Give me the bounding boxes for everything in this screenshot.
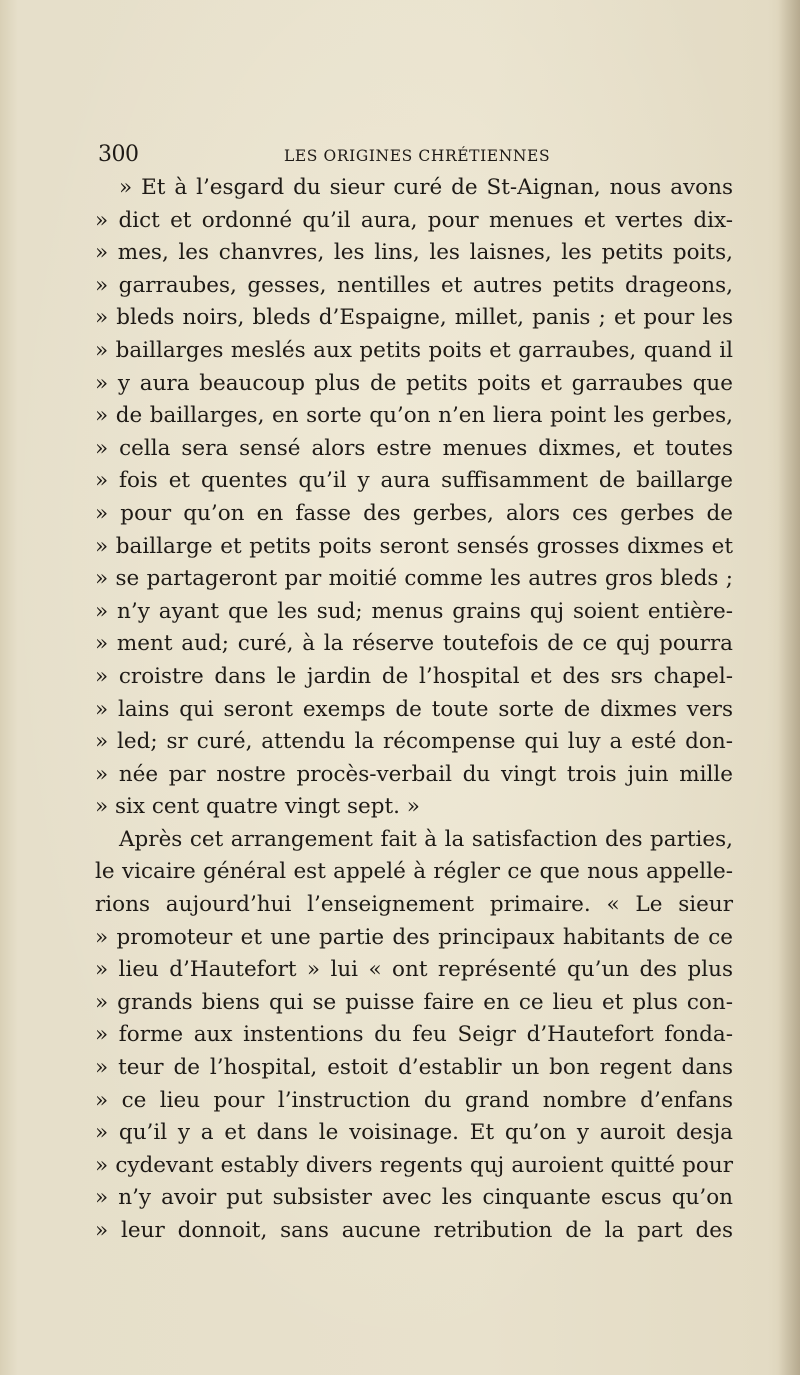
text-line: » n’y avoir put subsister avec les cinquante escus qu’on [95, 1185, 733, 1211]
text-line: » née par nostre procès-verbail du vingt trois juin mille [95, 761, 733, 787]
text-line: le vicaire général est appelé à régler ce que nous appelle- [95, 859, 733, 885]
running-title: LES ORIGINES CHRÉTIENNES [284, 147, 551, 165]
page-edge-shadow [778, 0, 800, 1375]
text-line: rions aujourd’hui l’enseignement primaire. « Le sieur [95, 892, 733, 918]
page-number: 300 [98, 142, 139, 167]
text-line: » cella sera sensé alors estre menues dixmes, et toutes [95, 435, 733, 461]
text-line: » ment aud; curé, à la réserve toutefois de ce quj pourra [95, 631, 733, 657]
text-line: » Et à l’esgard du sieur curé de St-Aignan, nous avons [119, 175, 733, 200]
text-line: » dict et ordonné qu’il aura, pour menues et vertes dix- [95, 207, 733, 233]
text-line: Après cet arrangement fait à la satisfaction des parties, [119, 826, 733, 852]
text-line: » croistre dans le jardin de l’hospital et des srs chapel- [95, 663, 733, 689]
text-line: » bleds noirs, bleds d’Espaigne, millet, panis ; et pour les [95, 305, 733, 331]
text-line: » leur donnoit, sans aucune retribution de la part des [95, 1218, 733, 1243]
text-line: » garraubes, gesses, nentilles et autres petits drageons, [95, 272, 733, 298]
page-header [98, 142, 732, 170]
text-line: » led; sr curé, attendu la récompense qui luy a esté don- [95, 729, 733, 755]
text-line: » six cent quatre vingt sept. » [95, 794, 420, 820]
text-line: » promoteur et une partie des principaux habitants de ce [95, 924, 733, 950]
text-line: » qu’il y a et dans le voisinage. Et qu’on y auroit desja [95, 1120, 733, 1146]
text-line: » baillarge et petits poits seront sensés grosses dixmes et [95, 533, 733, 559]
text-line: » ce lieu pour l’instruction du grand nombre d’enfans [95, 1087, 733, 1113]
text-line: » fois et quentes qu’il y aura suffisamment de baillarge [95, 468, 733, 494]
text-line: » lains qui seront exemps de toute sorte de dixmes vers [95, 696, 733, 722]
text-line: » grands biens qui se puisse faire en ce lieu et plus con- [95, 989, 733, 1015]
text-line: » se partageront par moitié comme les autres gros bleds ; [95, 566, 733, 592]
text-line: » forme aux instentions du feu Seigr d’Hautefort fonda- [95, 1022, 733, 1048]
text-line: » de baillarges, en sorte qu’on n’en liera point les gerbes, [95, 403, 733, 429]
text-line: » n’y ayant que les sud; menus grains quj soient entière- [95, 598, 733, 624]
text-line: » cydevant estably divers regents quj auroient quitté pour [95, 1152, 733, 1178]
text-line: » lieu d’Hautefort » lui « ont représenté qu’un des plus [95, 957, 733, 983]
text-line: » y aura beaucoup plus de petits poits et garraubes que [95, 370, 733, 396]
text-line: » baillarges meslés aux petits poits et garraubes, quand il [95, 337, 733, 363]
text-line: » pour qu’on en fasse des gerbes, alors ces gerbes de [95, 500, 733, 526]
text-line: » mes, les chanvres, les lins, les laisnes, les petits poits, [95, 240, 733, 266]
text-line: » teur de l’hospital, estoit d’establir un bon regent dans [95, 1055, 733, 1081]
body-text [95, 172, 733, 1248]
